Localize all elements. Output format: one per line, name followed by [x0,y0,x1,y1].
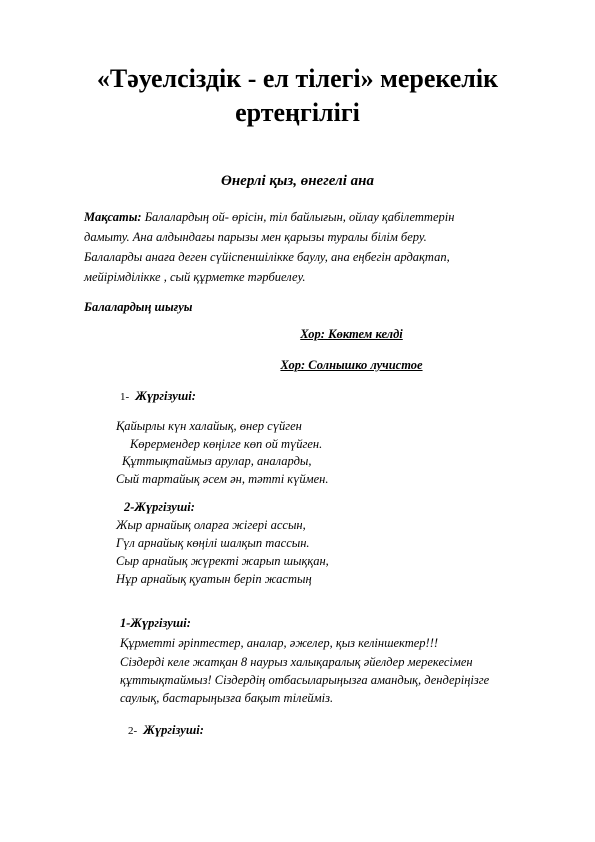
poem-2-line-4: Нұр арнайық қуатын беріп жастың [116,572,312,586]
host-1-heading [120,389,196,404]
host-3-heading: 1-Жүргізуші: [120,616,191,630]
host-2-heading: 2-Жүргізуші: [124,500,195,514]
page-title-line-1: «Тәуелсіздік - ел тілегі» мерекелік [96,64,499,93]
goal-line-3: Балаларды анаға деген сүйіспеншілікке баулу, ана еңбегін ардақтап, [84,250,450,264]
host-4-heading [128,723,204,738]
goal-line-1 [84,210,454,225]
goal-line-2: дамыту. Ана алдындағы парызы мен қарызы туралы білім беру. [84,230,427,244]
choir-heading-1: Хор: Көктем келді [300,327,403,341]
entrance-heading: Балалардың шығуы [84,300,193,314]
poem-2-line-2: Гүл арнайық көңілі шалқып тассын. [116,536,310,550]
speech-1-line-2: Сіздерді келе жатқан 8 наурыз халықаралық әйелдер мерекесімен [120,655,473,669]
poem-1-line-3: Құттықтаймыз арулар, аналарды, [122,454,312,468]
goal-line-4: мейірімділікке , сый құрметке тәрбиелеу. [84,270,306,284]
host-1-number: 1- [120,391,130,403]
goal-label: Мақсаты: [84,210,142,224]
choir-heading-2: Хор: Солнышко лучистое [280,358,423,372]
host-1-label: Жүргізуші: [135,389,196,403]
page-subtitle: Өнерлі қыз, өнегелі ана [221,173,374,189]
host-4-number: 2- [128,725,138,737]
host-4-label: Жүргізуші: [143,723,204,737]
poem-1-line-1: Қайырлы күн халайық, өнер сүйген [116,419,302,433]
poem-1-line-2: Көрермендер көңілге көп ой түйген. [130,437,323,451]
page-title-line-2: ертеңгілігі [235,98,360,127]
poem-2-line-1: Жыр арнайық оларға жігері ассын, [116,518,306,532]
speech-1-line-3: құттықтаймыз! Сіздердің отбасыларыңызға амандық, дендеріңізге [120,673,490,687]
poem-2-line-3: Сыр арнайық жүректі жарып шыққан, [116,554,329,568]
goal-text-1: Балалардың ой- өрісін, тіл байлығын, ойлау қабілеттерін [141,210,455,224]
speech-1-line-1: Құрметті әріптестер, аналар, әжелер, қыз келіншектер!!! [120,636,439,650]
speech-1-line-4: саулық, бастарыңызға бақыт тілейміз. [120,691,334,705]
poem-1-line-4: Сый тартайық әсем ән, тәтті күймен. [116,472,329,486]
